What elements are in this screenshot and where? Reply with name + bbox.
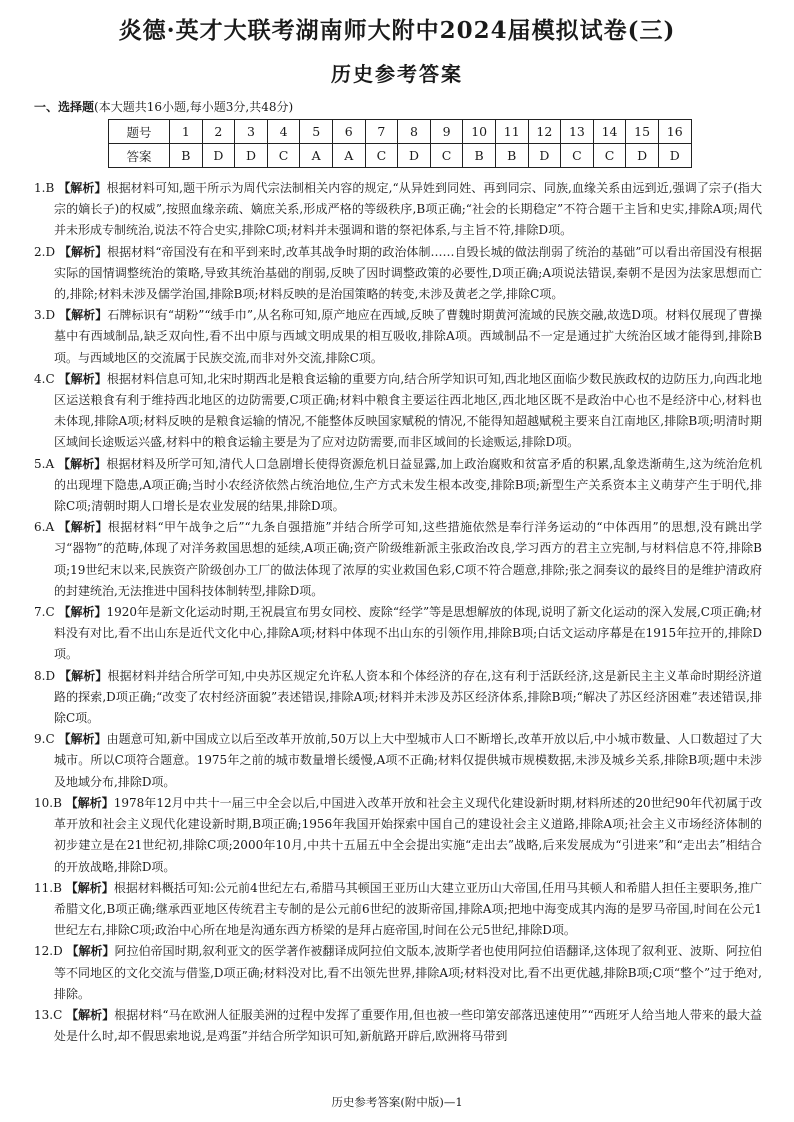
- answer-cell: D: [658, 144, 691, 168]
- answer-cell: C: [430, 144, 463, 168]
- explanation-item: [34, 369, 762, 454]
- analysis-tag: 【解析】: [58, 181, 107, 195]
- explanation-item: [34, 729, 762, 793]
- item-number: 2.D: [34, 244, 56, 259]
- item-text: 根据材料信息可知,北宋时期西北是粮食运输的重要方向,结合所学知识可知,西北地区面临少数民族政权的边防压力,向西北地区运送粮食有利于维持西北地区的边防需要,C项正确;材料中粮食主要运往西北地区,西北地区既不是政治中心也不是经济中心,材料也未体现,排除A项;材料反映的是粮食运输的情况,不能整体反映国家赋税的情况,不能得知超越赋税主要来自江南地区,排除B项;明清时期区域间长途贩运兴盛,材料中的粮食运输主要是为了应对边防需要,而非区域间的长途贩运,排除D项。: [54, 371, 762, 450]
- explanation-item: [34, 793, 762, 878]
- page-subtitle: 历史参考答案: [331, 62, 463, 86]
- section-heading: [34, 98, 293, 115]
- item-number: 3.D: [34, 308, 56, 323]
- question-number-cell: 14: [593, 120, 626, 144]
- item-number: 10.B: [34, 795, 62, 810]
- question-number-cell: 6: [332, 120, 365, 144]
- answer-cell: D: [626, 144, 659, 168]
- question-number-cell: 2: [202, 120, 235, 144]
- item-text: 根据材料“帝国没有在和平到来时,改革其战争时期的政治体制……自毁长城的做法削弱了统治的基础”可以看出帝国没有根据实际的国情调整统治的策略,导致其统治基础的削弱,反映了因时调整政策的必要性,D项正确;A项说法错误,秦朝不是因为法家思想而亡的,排除;材料未涉及儒学治国,排除B项;材料反映的是治国策略的转变,未涉及黄老之学,排除C项。: [54, 244, 762, 302]
- answer-cell: B: [463, 144, 496, 168]
- explanation-item: [34, 666, 762, 730]
- analysis-tag: 【解析】: [58, 456, 107, 471]
- page-title: 炎德·英才大联考湖南师大附中2024届模拟试卷(三): [118, 17, 676, 44]
- question-number-cell: 13: [561, 120, 594, 144]
- answer-cell: C: [561, 144, 594, 168]
- question-number-cell: 16: [658, 120, 691, 144]
- item-text: 根据材料可知,题干所示为周代宗法制相关内容的规定,“从异姓到同姓、再到同宗、同族,血缘关系由远到近,强调了宗子(指大宗的嫡长子)的权威”,按照血缘亲疏、嫡庶关系,形成严格的等级秩序,B项正确;“社会的长期稳定”不符合题干主旨和史实,排除A项;周代并未形成专制统治,说法不符合史实,排除C项;材料并未强调和谐的祭祀体系,与主旨不符,排除D项。: [54, 181, 762, 238]
- explanation-item: [34, 941, 762, 1005]
- analysis-tag: 【解析】: [58, 371, 107, 386]
- item-number: 4.C: [34, 371, 55, 386]
- answer-cell: D: [528, 144, 561, 168]
- item-text: 石牌标识有“胡粉”“绒手巾”,从名称可知,原产地应在西域,反映了曹魏时期黄河流域的民族交融,故选D项。材料仅展现了曹操墓中有西域制品,缺乏双向性,看不出中原与西域文明成果的相互吸收,排除A项。西域制品不一定是通过扩大统治区域才能得到,排除B项。与西域地区的交流属于民族交流,而非对外交流,排除C项。: [54, 308, 762, 365]
- explanation-item: [34, 305, 762, 369]
- item-text: 由题意可知,新中国成立以后至改革开放前,50万以上大中型城市人口不断增长,改革开放以后,中小城市数量、人口数超过了大城市。所以C项符合题意。1975年之前的城市数量增长缓慢,A项不正确;材料仅提供城市规模数据,未涉及城乡关系,排除B项;题中未涉及地域分布,排除D项。: [54, 732, 762, 789]
- explanation-item: [34, 517, 762, 602]
- explanation-item: [34, 878, 762, 942]
- answer-cell: A: [300, 144, 333, 168]
- answer-cell: B: [170, 144, 203, 168]
- explanation-item: [34, 454, 762, 518]
- item-text: 1978年12月中共十一届三中全会以后,中国进入改革开放和社会主义现代化建设新时期,材料所述的20世纪90年代初属于改革开放和社会主义现代化建设新时期,B项正确;1956年我国开始探索中国自己的建设社会主义道路,排除A项;社会主义市场经济体制的初步建立是在21世纪初,排除C项;2000年10月,中共十五届五中全会提出实施“走出去”战略,后来发展成为“引进来”和“走出去”相结合的开放战略,排除D项。: [54, 795, 762, 874]
- question-number-cell: 4: [267, 120, 300, 144]
- analysis-tag: 【解析】: [65, 795, 114, 810]
- explanation-item: [34, 178, 762, 242]
- item-number: 1.B: [34, 181, 55, 195]
- analysis-tag: 【解析】: [66, 1007, 115, 1022]
- answer-cell: C: [365, 144, 398, 168]
- explanation-item: [34, 1005, 762, 1047]
- question-number-cell: 12: [528, 120, 561, 144]
- item-text: 1920年是新文化运动时期,王祝晨宣布男女同校、废除“经学”等是思想解放的体现,说明了新文化运动的深入发展,C项正确;材料没有对比,看不出山东是近代文化中心,排除A项;材料中体现不出山东的引领作用,排除B项;白话文运动序幕是在1915年拉开的,排除D项。: [54, 605, 762, 662]
- question-number-cell: 11: [495, 120, 528, 144]
- analysis-tag: 【解析】: [66, 944, 115, 959]
- analysis-tag: 【解析】: [65, 880, 114, 895]
- answer-table-answer-row: [109, 144, 692, 168]
- page-footer: 历史参考答案(附中版)—1: [331, 1095, 463, 1109]
- item-number: 7.C: [34, 605, 55, 620]
- question-number-cell: 7: [365, 120, 398, 144]
- question-number-cell: 5: [300, 120, 333, 144]
- item-number: 6.A: [34, 520, 55, 535]
- item-number: 5.A: [34, 456, 55, 471]
- analysis-tag: 【解析】: [59, 308, 108, 323]
- analysis-tag: 【解析】: [58, 605, 107, 620]
- item-number: 11.B: [34, 880, 62, 895]
- item-text: 阿拉伯帝国时期,叙利亚文的医学著作被翻译成阿拉伯文版本,波斯学者也使用阿拉伯语翻译,这体现了叙利亚、波斯、阿拉伯等不同地区的文化交流与借鉴,D项正确;材料没对比,看不出领先世界,排除A项;材料没对比,看不出更优越,排除B项;C项“整个”过于绝对,排除。: [54, 944, 763, 1001]
- answer-cell: C: [267, 144, 300, 168]
- explanation-list: [34, 178, 762, 1047]
- item-number: 13.C: [34, 1007, 63, 1022]
- question-number-cell: 10: [463, 120, 496, 144]
- question-number-cell: 15: [626, 120, 659, 144]
- analysis-tag: 【解析】: [58, 244, 108, 259]
- item-text: 根据材料“甲午战争之后”“九条自强措施”并结合所学可知,这些措施依然是奉行洋务运动的“中体西用”的思想,没有跳出学习“器物”的范畴,体现了对洋务救国思想的延续,A项正确;资产阶级维新派主张政治改良,学习西方的君主立宪制,与材料信息不符,排除B项;19世纪末以来,民族资产阶级创办工厂的做法体现了浓厚的实业救国色彩,C项不符合题意,排除;张之洞奏议的最终目的是维护清政府的封建统治,无法推进中国科技体制转型,排除D项。: [54, 520, 762, 598]
- question-number-cell: 9: [430, 120, 463, 144]
- answer-table: [108, 119, 692, 168]
- answer-cell: D: [202, 144, 235, 168]
- analysis-tag: 【解析】: [59, 668, 108, 683]
- section-title: 一、选择题: [34, 100, 95, 114]
- item-number: 9.C: [34, 732, 55, 747]
- item-text: 根据材料“马在欧洲人征服美洲的过程中发挥了重要作用,但也被一些印第安部落迅速使用”“西班牙人给当地人带来的最大益处是什么时,却不假思索地说,是鸡蛋”并结合所学知识可知,新航路开辟后,欧洲将马带到: [54, 1007, 762, 1044]
- answer-cell: B: [495, 144, 528, 168]
- question-number-cell: 8: [398, 120, 431, 144]
- answer-cell: D: [235, 144, 268, 168]
- explanation-item: [34, 602, 762, 666]
- answer-table-number-row: [109, 120, 692, 144]
- analysis-tag: 【解析】: [58, 732, 107, 747]
- item-text: 根据材料及所学可知,清代人口急剧增长使得资源危机日益显露,加上政治腐败和贫富矛盾的积累,乱象迭渐萌生,这为统治危机的出现埋下隐患,A项正确;当时小农经济依然占统治地位,生产方式未发生根本改变,排除B项;新型生产关系资本主义萌芽产生于明代,排除C项;清朝时期人口增长是农业发展的结果,排除D项。: [54, 456, 762, 514]
- answer-cell: A: [332, 144, 365, 168]
- answer-cell: C: [593, 144, 626, 168]
- answer-cell: D: [398, 144, 431, 168]
- question-number-cell: 3: [235, 120, 268, 144]
- answer-table-row-label: 题号: [109, 120, 170, 144]
- item-number: 8.D: [34, 668, 56, 683]
- analysis-tag: 【解析】: [58, 520, 108, 535]
- item-text: 根据材料概括可知:公元前4世纪左右,希腊马其顿国王亚历山大建立亚历山大帝国,任用马其顿人和希腊人担任主要职务,推广希腊文化,B项正确;继承西亚地区传统君主专制的是公元前6世纪的波斯帝国,排除A项;把地中海变成其内海的是罗马帝国,时间在公元1世纪左右,排除C项;政治中心所在地是沟通东西方桥梁的是拜占庭帝国,时间在公元5世纪,排除D项。: [54, 880, 762, 938]
- section-note: (本大题共16小题,每小题3分,共48分): [94, 100, 294, 114]
- item-text: 根据材料并结合所学可知,中央苏区规定允许私人资本和个体经济的存在,这有利于活跃经济,这是新民主主义革命时期经济道路的探索,D项正确;“改变了农村经济面貌”表述错误,排除A项;材料并未涉及苏区经济体系,排除B项;“解决了苏区经济困难”表述错误,排除C项。: [54, 668, 762, 726]
- explanation-item: [34, 242, 762, 306]
- answer-table-row-label: 答案: [109, 144, 170, 168]
- item-number: 12.D: [34, 944, 63, 959]
- question-number-cell: 1: [170, 120, 203, 144]
